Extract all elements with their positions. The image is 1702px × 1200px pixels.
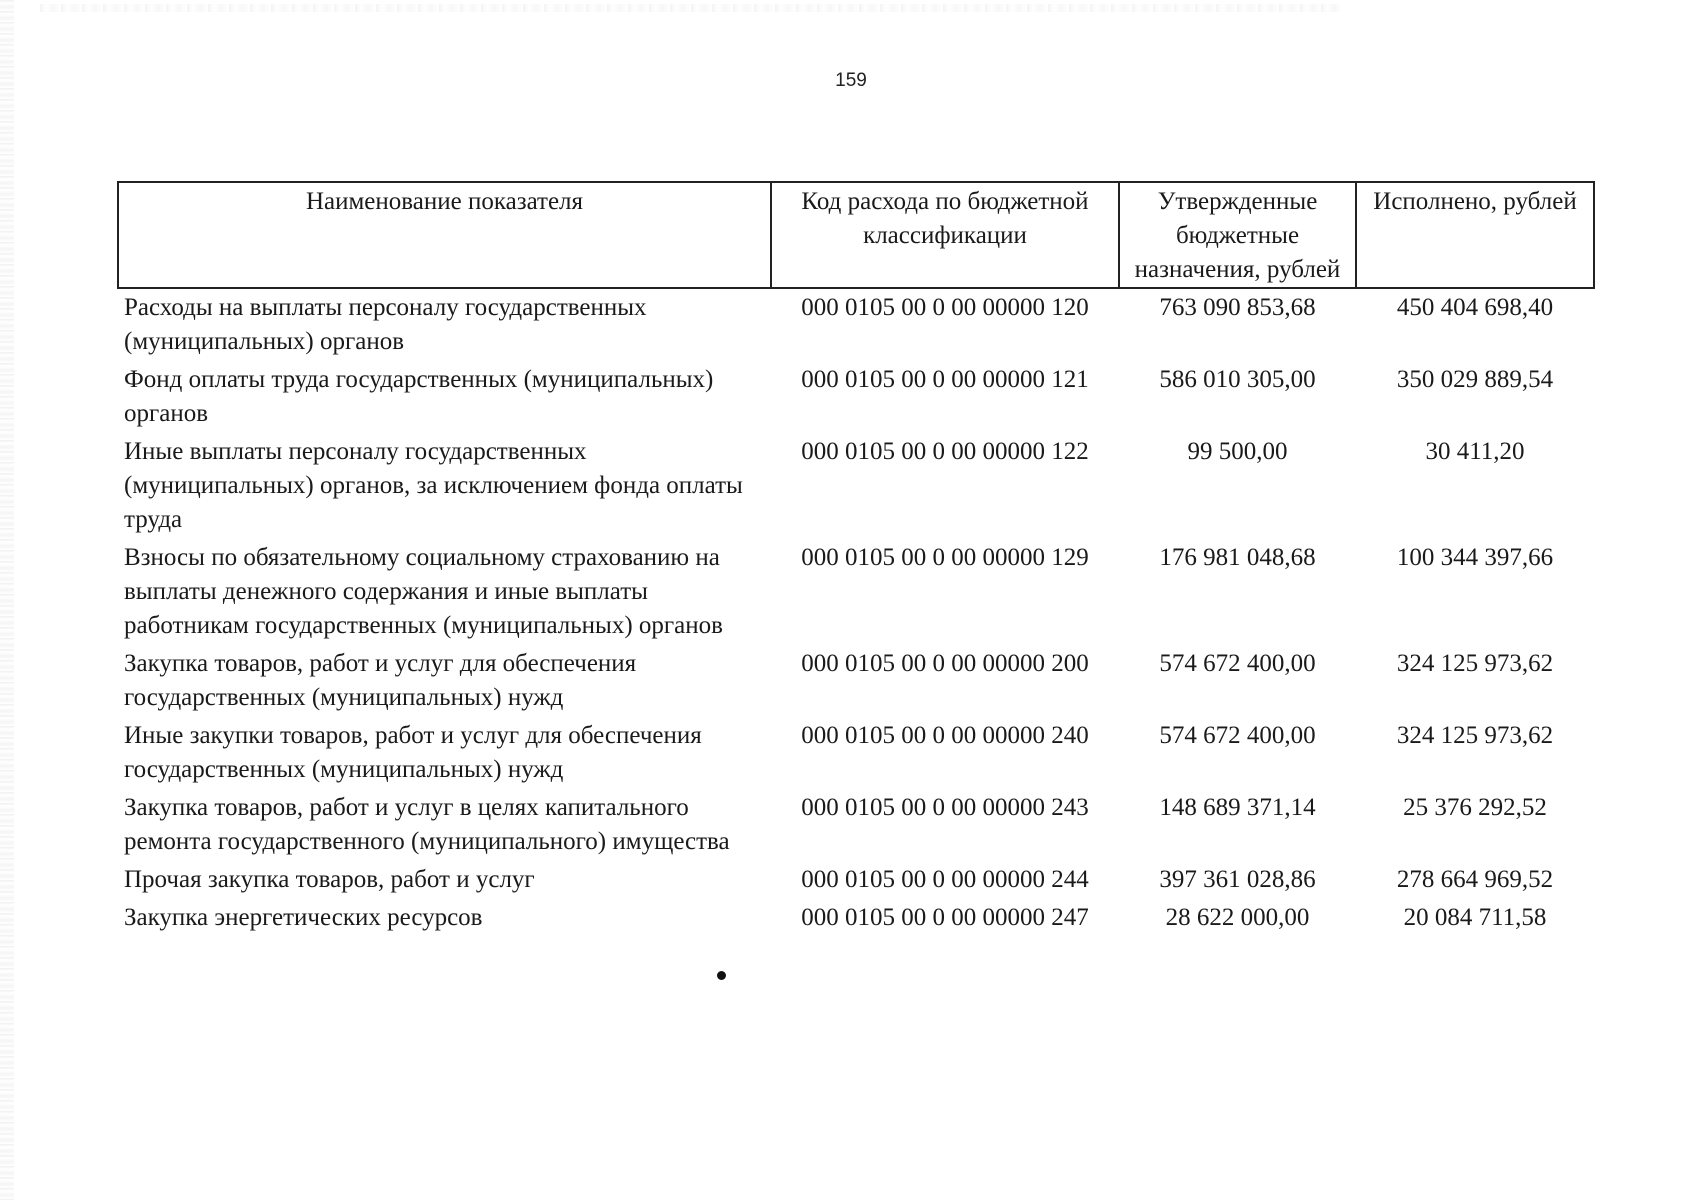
- row-approved: 574 672 400,00: [1159, 722, 1316, 749]
- row-code: 000 0105 00 0 00 00000 129: [801, 544, 1089, 571]
- row-name: Расходы на выплаты персоналу государственных (муниципальных) органов: [124, 294, 647, 355]
- row-executed: 30 411,20: [1425, 438, 1525, 465]
- budget-table-container: [117, 181, 1593, 937]
- row-name: Закупка товаров, работ и услуг в целях капитального ремонта государственного (муниципального) имущества: [124, 794, 730, 855]
- row-executed: 324 125 973,62: [1396, 650, 1554, 677]
- header-approved: Утвержденные бюджетные назначения, рублей: [1119, 182, 1356, 288]
- scan-top-artifact: [40, 4, 1340, 12]
- row-approved: 148 689 371,14: [1159, 794, 1316, 821]
- row-approved: 397 361 028,86: [1159, 866, 1316, 893]
- row-name: Иные выплаты персоналу государственных (муниципальных) органов, за исключением фонда оплаты труда: [124, 438, 743, 533]
- table-row: [118, 361, 1594, 433]
- row-code: 000 0105 00 0 00 00000 122: [801, 438, 1089, 465]
- table-row: [118, 645, 1594, 717]
- row-executed: 278 664 969,52: [1396, 866, 1554, 893]
- row-approved: 574 672 400,00: [1159, 650, 1316, 677]
- budget-table: [117, 181, 1595, 937]
- row-executed: 100 344 397,66: [1396, 544, 1554, 571]
- table-row: [118, 789, 1594, 861]
- table-row: [118, 717, 1594, 789]
- table-row: [118, 288, 1594, 361]
- scan-edge-artifact: [0, 0, 14, 1200]
- row-name: Закупка товаров, работ и услуг для обеспечения государственных (муниципальных) нужд: [124, 650, 637, 711]
- table-row: [118, 539, 1594, 645]
- row-name: Закупка энергетических ресурсов: [124, 904, 483, 931]
- table-row: [118, 861, 1594, 899]
- row-executed: 324 125 973,62: [1396, 722, 1554, 749]
- row-executed: 25 376 292,52: [1403, 794, 1547, 821]
- ink-dot-mark: [717, 971, 726, 980]
- row-name: Иные закупки товаров, работ и услуг для обеспечения государственных (муниципальных) нужд: [124, 722, 702, 783]
- row-approved: 99 500,00: [1187, 438, 1288, 465]
- row-approved: 763 090 853,68: [1159, 294, 1316, 321]
- header-name: Наименование показателя: [118, 182, 771, 288]
- row-approved: 28 622 000,00: [1165, 904, 1310, 931]
- row-name: Взносы по обязательному социальному страхованию на выплаты денежного содержания и иные выплаты работникам государственных (муниципальных) органов: [124, 544, 723, 639]
- header-code: Код расхода по бюджетной классификации: [771, 182, 1119, 288]
- header-executed: Исполнено, рублей: [1356, 182, 1594, 288]
- row-code: 000 0105 00 0 00 00000 120: [801, 294, 1089, 321]
- table-body: [118, 288, 1594, 937]
- row-executed: 350 029 889,54: [1396, 366, 1554, 393]
- row-code: 000 0105 00 0 00 00000 247: [801, 904, 1089, 931]
- row-code: 000 0105 00 0 00 00000 121: [801, 366, 1089, 393]
- row-code: 000 0105 00 0 00 00000 243: [801, 794, 1089, 821]
- row-executed: 450 404 698,40: [1396, 294, 1554, 321]
- table-header: [118, 182, 1594, 288]
- row-code: 000 0105 00 0 00 00000 240: [801, 722, 1089, 749]
- row-name: Прочая закупка товаров, работ и услуг: [124, 866, 535, 893]
- row-approved: 586 010 305,00: [1159, 366, 1316, 393]
- header-row: [118, 182, 1594, 288]
- table-row: [118, 433, 1594, 539]
- page-number: 159: [835, 70, 867, 91]
- row-code: 000 0105 00 0 00 00000 200: [801, 650, 1089, 677]
- row-name: Фонд оплаты труда государственных (муниципальных) органов: [124, 366, 714, 427]
- row-approved: 176 981 048,68: [1159, 544, 1316, 571]
- row-code: 000 0105 00 0 00 00000 244: [801, 866, 1089, 893]
- table-row: [118, 899, 1594, 937]
- row-executed: 20 084 711,58: [1403, 904, 1547, 931]
